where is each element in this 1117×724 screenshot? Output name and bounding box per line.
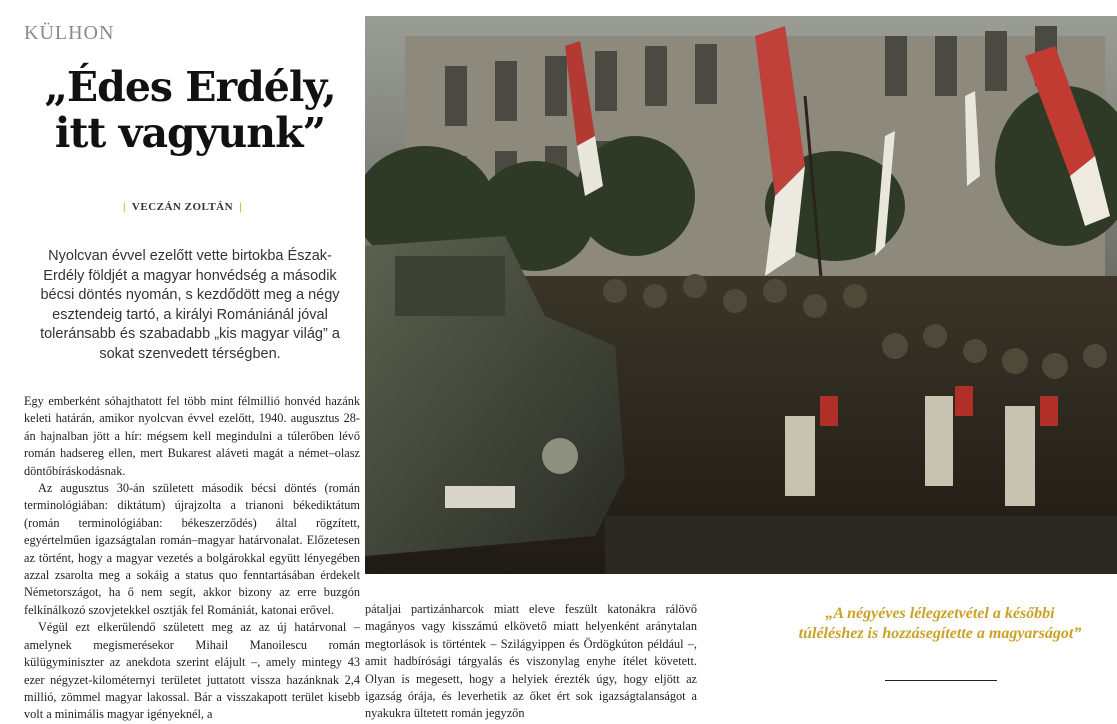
body-column-1 xyxy=(24,393,360,724)
photo-illustration xyxy=(365,16,1117,574)
body-paragraph: Az augusztus 30-án született második bécsi döntés (román terminológiában: diktátum) újrajzolta a trianoni békediktátum (román terminológiában: békeszerződés) által rögzített, egyértelműen igazságtalan román–magyar határvonalat. Előzetesen az történt, hogy a magyar vezetés a bolgárokkal együtt lényegében azzal zsarolta meg a sokáig a status quo fenntartásában érdekelt Németországot, ha ő nem segít, akkor bizony az erre buzgón felkínálkozó szovjetekkel osztják fel Romániát, katonai erővel. xyxy=(24,481,360,617)
section-label: KÜLHON xyxy=(24,22,115,44)
title-line-2: itt vagyunk” xyxy=(54,109,326,157)
body-paragraph: Végül ezt elkerülendő született meg az az új határvonal – amelynek megismerésekor Mihail Manoilescu román külügyminiszter az anekdota szerint elájult –, amely mintegy 43 ezer négyzet-kilométernyi területet juttatott vissza hazánknak 2,4 millió, zömmel magyar lakossal. Bár a visszakapott terület kisebb volt a minimális magyar igényeknél, a xyxy=(24,620,360,722)
pull-quote: „A négyéves lélegzetvétel a későbbi túléléshez is hozzásegítette a magyarságot” xyxy=(798,605,1082,642)
lead-paragraph: Nyolcvan évvel ezelőtt vette birtokba Észak-Erdély földjét a magyar honvédség a második bécsi döntés nyomán, s kezdődött meg a négy esztendeig tartó, a királyi Romániánál jóval toleránsabb és szabadabb „kis magyar világ” a sokat szenvedett térségben. xyxy=(40,248,340,362)
author-name: VECZÁN ZOLTÁN xyxy=(131,201,234,213)
byline-bar-left: | xyxy=(122,201,126,213)
body-column-2 xyxy=(365,601,697,723)
byline xyxy=(0,201,365,213)
article-title xyxy=(30,64,350,156)
pull-quote-rule xyxy=(885,680,997,681)
historical-photo xyxy=(365,16,1117,574)
byline-bar-right: | xyxy=(239,201,243,213)
title-line-1: „Édes Erdély, xyxy=(44,63,336,111)
body-paragraph: Egy emberként sóhajthatott fel több mint félmillió honvéd hazánk keleti határán, amikor nyolcvan évvel ezelőtt, 1940. augusztus 28-án hajnalban jött a hír: mégsem kell megindulni a túlerőben lévő román hadsereg ellen, mert Bukarest aláveti magát a német–olasz döntőbíráskodásnak. xyxy=(24,394,360,478)
body-paragraph: pátaljai partizánharcok miatt eleve feszült katonákra rálövő magányos vagy kisszámú elkövető miatt helyenként aránytalan megtorlások is történtek – Szilágyippen és Ördögkúton például –, amit hadbírósági tárgyalás és viszonylag enyhe ítélet követett. Olyan is megesett, hogy a helyiek érezték úgy, hogy eljött az igazság órája, és leverhetik az őket ért sok igazságtalanságot a nyakukra ültetett román jegyzőn xyxy=(365,602,697,721)
